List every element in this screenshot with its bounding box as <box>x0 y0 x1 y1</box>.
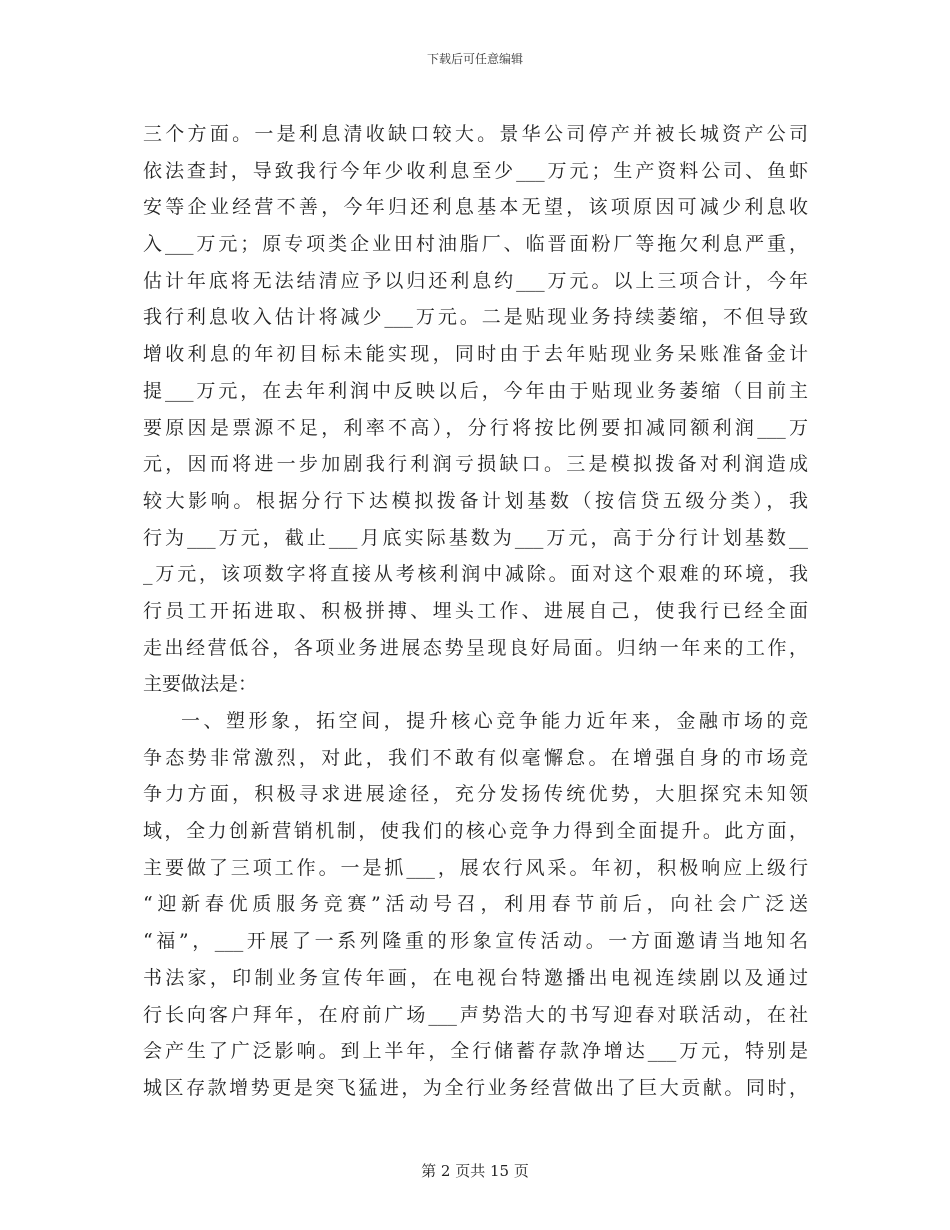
paragraph-line: 安等企业经营不善，今年归还利息基本无望，该项原因可减少利息收 <box>143 196 808 219</box>
paragraph-line: 走出经营低谷，各项业务进展态势呈现良好局面。归纳一年来的工作， <box>143 636 808 659</box>
paragraph-line: 城区存款增势更是突飞猛进，为全行业务经营做出了巨大贡献。同时， <box>143 1076 808 1099</box>
paragraph-line: 主要做法是： <box>143 673 258 696</box>
paragraph-line: 要原因是票源不足，利率不高），分行将按比例要扣减同额利润___万 <box>143 416 808 439</box>
paragraph-line: 行员工开拓进取、积极拼搏、埋头工作、进展自己，使我行已经全面 <box>143 599 808 622</box>
page-header-note: 下载后可任意编辑 <box>426 52 523 66</box>
paragraph-line: 估计年底将无法结清应予以归还利息约___万元。以上三项合计，今年 <box>143 269 808 292</box>
paragraph-line: 争态势非常激烈，对此，我们不敢有似毫懈怠。在增强自身的市场竞 <box>143 746 808 769</box>
paragraph-line: “福”，___开展了一系列隆重的形象宣传活动。一方面邀请当地知名 <box>143 930 808 953</box>
paragraph-line: 入___万元；原专项类企业田村油脂厂、临晋面粉厂等拖欠利息严重， <box>143 233 808 256</box>
paragraph-line: _万元，该项数字将直接从考核利润中减除。面对这个艰难的环境，我 <box>143 563 808 586</box>
paragraph-line: 我行利息收入估计将减少___万元。二是贴现业务持续萎缩，不但导致 <box>143 306 808 329</box>
paragraph-line: 会产生了广泛影响。到上半年，全行储蓄存款净增达___万元，特别是 <box>143 1040 808 1063</box>
paragraph-line: 依法查封，导致我行今年少收利息至少___万元；生产资料公司、鱼虾 <box>143 159 808 182</box>
paragraph-line: 域，全力创新营销机制，使我们的核心竞争力得到全面提升。此方面， <box>143 820 808 843</box>
paragraph-line: 较大影响。根据分行下达模拟拨备计划基数（按信贷五级分类），我 <box>143 489 808 512</box>
page-number: 第 2 页共 15 页 <box>421 1162 529 1180</box>
paragraph-line: 增收利息的年初目标未能实现，同时由于去年贴现业务呆账准备金计 <box>143 343 808 366</box>
document-body <box>143 116 808 1107</box>
paragraph-line: 主要做了三项工作。一是抓___，展农行风采。年初，积极响应上级行 <box>143 856 808 879</box>
paragraph-line: 元，因而将进一步加剧我行利润亏损缺口。三是模拟拨备对利润造成 <box>143 453 808 476</box>
paragraph-line: 书法家，印制业务宣传年画，在电视台特邀播出电视连续剧以及通过 <box>143 966 808 989</box>
paragraph-line: 三个方面。一是利息清收缺口较大。景华公司停产并被长城资产公司 <box>143 123 808 145</box>
paragraph-line: “迎新春优质服务竞赛”活动号召，利用春节前后，向社会广泛送 <box>143 893 808 916</box>
paragraph-line: 行长向客户拜年，在府前广场___声势浩大的书写迎春对联活动，在社 <box>143 1003 808 1026</box>
paragraph-first-line: 一、塑形象，拓空间，提升核心竞争能力近年来，金融市场的竞 <box>181 710 808 732</box>
paragraph-line: 提___万元，在去年利润中反映以后，今年由于贴现业务萎缩（目前主 <box>143 379 808 402</box>
paragraph-line: 争力方面，积极寻求进展途径，充分发扬传统优势，大胆探究未知领 <box>143 783 808 806</box>
paragraph-line: 行为___万元，截止___月底实际基数为___万元，高于分行计划基数__ <box>143 526 808 549</box>
